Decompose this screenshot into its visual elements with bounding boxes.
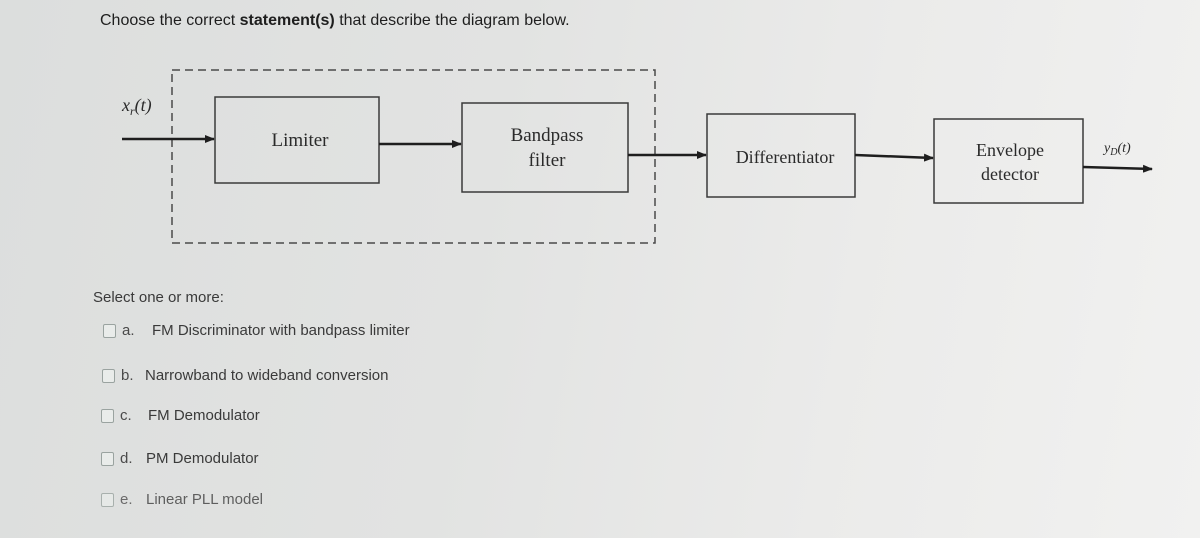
bandpass-label-line1: Bandpass (510, 125, 584, 146)
option-c-text: FM Demodulator (148, 407, 260, 424)
envelope-label-line2: detector (981, 164, 1039, 184)
bandpass-label-line2: filter (528, 150, 566, 171)
option-b-checkbox[interactable] (102, 369, 115, 383)
option-d-text: PM Demodulator (146, 450, 259, 467)
option-e-checkbox[interactable] (101, 493, 114, 507)
selection-prompt: Select one or more: (93, 289, 224, 306)
envelope-label-line1: Envelope (976, 140, 1044, 160)
option-b[interactable] (102, 367, 388, 384)
bandpass-filter-block (462, 103, 628, 192)
question-prefix: Choose the correct (100, 12, 240, 29)
option-a-letter: a. (122, 322, 135, 339)
option-b-letter: b. (121, 367, 134, 384)
option-a-text: FM Discriminator with bandpass limiter (152, 322, 410, 339)
option-e-letter: e. (120, 491, 133, 508)
differentiator-label: Differentiator (735, 147, 835, 167)
bandpass-limiter-enclosure (172, 70, 655, 243)
option-c-checkbox[interactable] (101, 409, 114, 423)
option-d-checkbox[interactable] (101, 452, 114, 466)
envelope-detector-block (934, 119, 1083, 203)
option-e-text: Linear PLL model (146, 491, 264, 508)
option-c[interactable] (101, 407, 260, 424)
option-a[interactable] (103, 322, 410, 339)
output-arrow (1083, 167, 1152, 169)
option-e[interactable] (101, 491, 263, 508)
limiter-label: Limiter (271, 130, 329, 151)
input-signal-label: $x_r(t)$ (122, 95, 152, 118)
output-signal-label: $y_D(t)$ (1104, 141, 1131, 158)
option-b-text: Narrowband to wideband conversion (145, 367, 389, 384)
option-d-letter: d. (120, 450, 133, 467)
differentiator-to-envelope-arrow (855, 155, 933, 158)
option-d[interactable] (101, 450, 259, 467)
option-c-letter: c. (120, 407, 132, 424)
option-a-checkbox[interactable] (103, 324, 116, 338)
question-suffix: that describe the diagram below. (334, 12, 570, 29)
question-emphasis: statement(s) (239, 12, 335, 29)
